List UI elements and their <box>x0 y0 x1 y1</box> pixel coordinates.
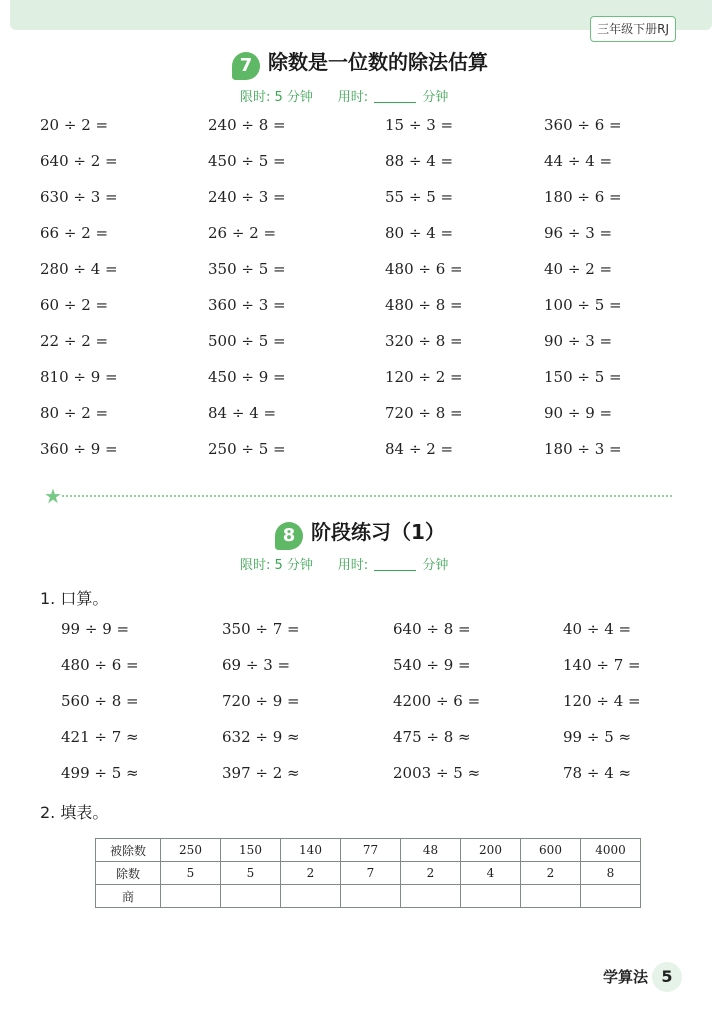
row-header: 除数 <box>96 862 161 885</box>
answer-cell[interactable] <box>341 885 401 908</box>
math-problem: 84 ÷ 4 = <box>208 404 277 422</box>
time-unit: 分钟 <box>422 90 449 105</box>
math-problem: 720 ÷ 9 = <box>222 692 300 710</box>
section-8-timer <box>240 554 448 573</box>
math-problem: 99 ÷ 9 = <box>61 620 130 638</box>
math-problem: 397 ÷ 2 ≈ <box>222 764 300 782</box>
table-cell: 77 <box>341 839 401 862</box>
answer-cell[interactable] <box>161 885 221 908</box>
fill-table <box>95 838 641 908</box>
table-cell: 7 <box>341 862 401 885</box>
answer-cell[interactable] <box>281 885 341 908</box>
math-problem: 69 ÷ 3 = <box>222 656 291 674</box>
math-problem: 810 ÷ 9 = <box>40 368 118 386</box>
math-problem: 44 ÷ 4 = <box>544 152 613 170</box>
table-cell: 5 <box>221 862 281 885</box>
math-problem: 630 ÷ 3 = <box>40 188 118 206</box>
math-problem: 421 ÷ 7 ≈ <box>61 728 139 746</box>
math-problem: 350 ÷ 5 = <box>208 260 286 278</box>
answer-cell[interactable] <box>401 885 461 908</box>
math-problem: 350 ÷ 7 = <box>222 620 300 638</box>
grade-label: 三年级下册RJ <box>590 16 676 42</box>
table-cell: 140 <box>281 839 341 862</box>
math-problem: 480 ÷ 6 = <box>61 656 139 674</box>
section-number-badge: 8 <box>275 522 303 550</box>
math-problem: 99 ÷ 5 ≈ <box>563 728 632 746</box>
question-2-title: 2. 填表。 <box>40 803 109 822</box>
answer-cell[interactable] <box>461 885 521 908</box>
math-problem: 540 ÷ 9 = <box>393 656 471 674</box>
time-unit: 分钟 <box>422 558 449 573</box>
table-cell: 150 <box>221 839 281 862</box>
math-problem: 40 ÷ 4 = <box>563 620 632 638</box>
math-problem: 360 ÷ 3 = <box>208 296 286 314</box>
math-problem: 90 ÷ 9 = <box>544 404 613 422</box>
time-limit: 限时: 5 分钟 <box>240 90 313 105</box>
math-problem: 280 ÷ 4 = <box>40 260 118 278</box>
section-7-timer <box>240 86 448 105</box>
math-problem: 640 ÷ 8 = <box>393 620 471 638</box>
math-problem: 720 ÷ 8 = <box>385 404 463 422</box>
math-problem: 140 ÷ 7 = <box>563 656 641 674</box>
table-row <box>96 885 641 908</box>
math-problem: 450 ÷ 9 = <box>208 368 286 386</box>
math-problem: 180 ÷ 6 = <box>544 188 622 206</box>
math-problem: 100 ÷ 5 = <box>544 296 622 314</box>
answer-cell[interactable] <box>521 885 581 908</box>
table-cell: 2 <box>401 862 461 885</box>
math-problem: 360 ÷ 6 = <box>544 116 622 134</box>
math-problem: 480 ÷ 6 = <box>385 260 463 278</box>
math-problem: 40 ÷ 2 = <box>544 260 613 278</box>
time-limit: 限时: 5 分钟 <box>240 558 313 573</box>
math-problem: 500 ÷ 5 = <box>208 332 286 350</box>
table-cell: 8 <box>581 862 641 885</box>
section-8-heading: 阶段练习（1） <box>311 520 445 544</box>
star-icon: ★ <box>44 484 62 508</box>
math-problem: 4200 ÷ 6 = <box>393 692 481 710</box>
math-problem: 120 ÷ 2 = <box>385 368 463 386</box>
math-problem: 150 ÷ 5 = <box>544 368 622 386</box>
time-used-blank[interactable] <box>374 558 416 571</box>
table-cell: 5 <box>161 862 221 885</box>
table-cell: 250 <box>161 839 221 862</box>
math-problem: 22 ÷ 2 = <box>40 332 109 350</box>
section-7-heading: 除数是一位数的除法估算 <box>268 50 488 74</box>
section-7-title <box>0 46 720 80</box>
footer <box>603 962 682 992</box>
table-cell: 48 <box>401 839 461 862</box>
math-problem: 120 ÷ 4 = <box>563 692 641 710</box>
row-header: 被除数 <box>96 839 161 862</box>
math-problem: 66 ÷ 2 = <box>40 224 109 242</box>
math-problem: 88 ÷ 4 = <box>385 152 454 170</box>
table-row <box>96 862 641 885</box>
math-problem: 80 ÷ 4 = <box>385 224 454 242</box>
answer-cell[interactable] <box>221 885 281 908</box>
math-problem: 2003 ÷ 5 ≈ <box>393 764 481 782</box>
answer-cell[interactable] <box>581 885 641 908</box>
question-1-title: 1. 口算。 <box>40 589 109 608</box>
math-problem: 96 ÷ 3 = <box>544 224 613 242</box>
table-cell: 4 <box>461 862 521 885</box>
math-problem: 450 ÷ 5 = <box>208 152 286 170</box>
math-problem: 499 ÷ 5 ≈ <box>61 764 139 782</box>
math-problem: 250 ÷ 5 = <box>208 440 286 458</box>
dotted-divider <box>62 495 672 497</box>
row-header: 商 <box>96 885 161 908</box>
math-problem: 26 ÷ 2 = <box>208 224 277 242</box>
math-problem: 20 ÷ 2 = <box>40 116 109 134</box>
math-problem: 55 ÷ 5 = <box>385 188 454 206</box>
math-problem: 180 ÷ 3 = <box>544 440 622 458</box>
math-problem: 560 ÷ 8 = <box>61 692 139 710</box>
table-cell: 2 <box>281 862 341 885</box>
table-cell: 2 <box>521 862 581 885</box>
math-problem: 632 ÷ 9 ≈ <box>222 728 300 746</box>
math-problem: 320 ÷ 8 = <box>385 332 463 350</box>
math-problem: 360 ÷ 9 = <box>40 440 118 458</box>
math-problem: 84 ÷ 2 = <box>385 440 454 458</box>
math-problem: 640 ÷ 2 = <box>40 152 118 170</box>
page-number: 5 <box>652 962 682 992</box>
section-number-badge: 7 <box>232 52 260 80</box>
math-problem: 15 ÷ 3 = <box>385 116 454 134</box>
table-row <box>96 839 641 862</box>
time-used-label: 用时: <box>337 558 369 573</box>
math-problem: 90 ÷ 3 = <box>544 332 613 350</box>
math-problem: 60 ÷ 2 = <box>40 296 109 314</box>
table-cell: 600 <box>521 839 581 862</box>
time-used-label: 用时: <box>337 90 369 105</box>
math-problem: 480 ÷ 8 = <box>385 296 463 314</box>
time-used-blank[interactable] <box>374 90 416 103</box>
section-8-title <box>0 516 720 550</box>
brand-label: 学算法 <box>602 968 648 986</box>
math-problem: 240 ÷ 8 = <box>208 116 286 134</box>
math-problem: 80 ÷ 2 = <box>40 404 109 422</box>
math-problem: 78 ÷ 4 ≈ <box>563 764 632 782</box>
math-problem: 240 ÷ 3 = <box>208 188 286 206</box>
table-cell: 4000 <box>581 839 641 862</box>
math-problem: 475 ÷ 8 ≈ <box>393 728 471 746</box>
table-cell: 200 <box>461 839 521 862</box>
